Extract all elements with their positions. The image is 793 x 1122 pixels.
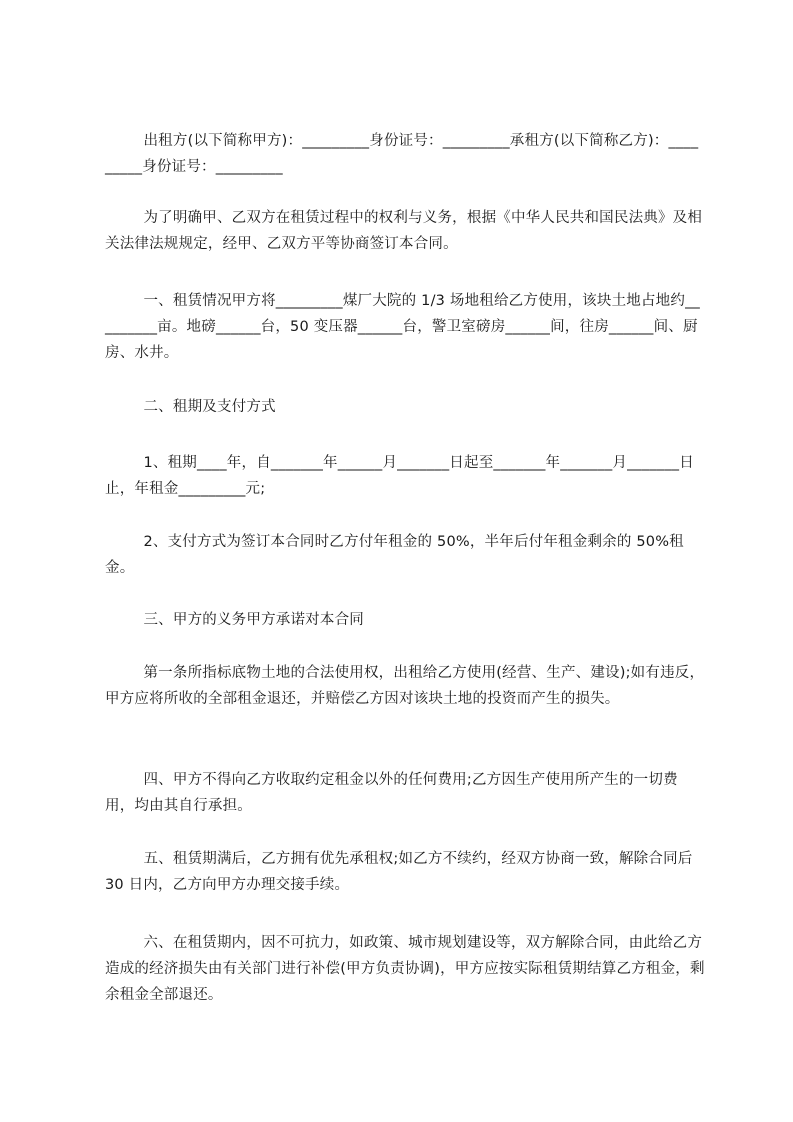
preamble-paragraph: 为了明确甲、乙双方在租赁过程中的权利与义务，根据《中华人民共和国民法典》及相关法律法规规定，经甲、乙双方平等协商签订本合同。 bbox=[105, 210, 703, 252]
term-clause: 1、租期____年，自_______年______月_______日起至_______年_______月_______日止，年租金_________元; bbox=[105, 455, 694, 497]
lease-details-paragraph: 一、租赁情况甲方将_________煤厂大院的 1/3 场地租给乙方使用，该块土地占地约_________亩。地磅______台，50 变压器______台，警卫室磅房______间，往房______间、厨房、水井。 bbox=[105, 293, 700, 361]
lessor-obligations-heading: 三、甲方的义务甲方承诺对本合同 bbox=[105, 612, 364, 628]
article-five-paragraph: 五、租赁期满后，乙方拥有优先承租权;如乙方不续约，经双方协商一致，解除合同后 30 日内，乙方向甲方办理交接手续。 bbox=[105, 851, 698, 893]
parties-paragraph: 出租方(以下简称甲方)：_________身份证号：_________承租方(以下简称乙方)：_________身份证号：_________ bbox=[105, 133, 699, 175]
term-payment-heading: 二、租期及支付方式 bbox=[105, 399, 276, 415]
article-six-paragraph: 六、在租赁期内，因不可抗力，如政策、城市规划建设等，双方解除合同，由此给乙方造成的经济损失由有关部门进行补偿(甲方负责协调)，甲方应按实际租赁期结算乙方租金，剩余租金全部退还。 bbox=[105, 935, 705, 1003]
article-four-paragraph: 四、甲方不得向乙方收取约定租金以外的任何费用;乙方因生产使用所产生的一切费用，均由其自行承担。 bbox=[105, 772, 678, 814]
payment-clause: 2、支付方式为签订本合同时乙方付年租金的 50%，半年后付年租金剩余的 50%租金。 bbox=[105, 534, 684, 576]
first-article-paragraph: 第一条所指标底物土地的合法使用权，出租给乙方使用(经营、生产、建设);如有违反，甲方应将所收的全部租金退还，并赔偿乙方因对该块土地的投资而产生的损失。 bbox=[105, 665, 705, 707]
